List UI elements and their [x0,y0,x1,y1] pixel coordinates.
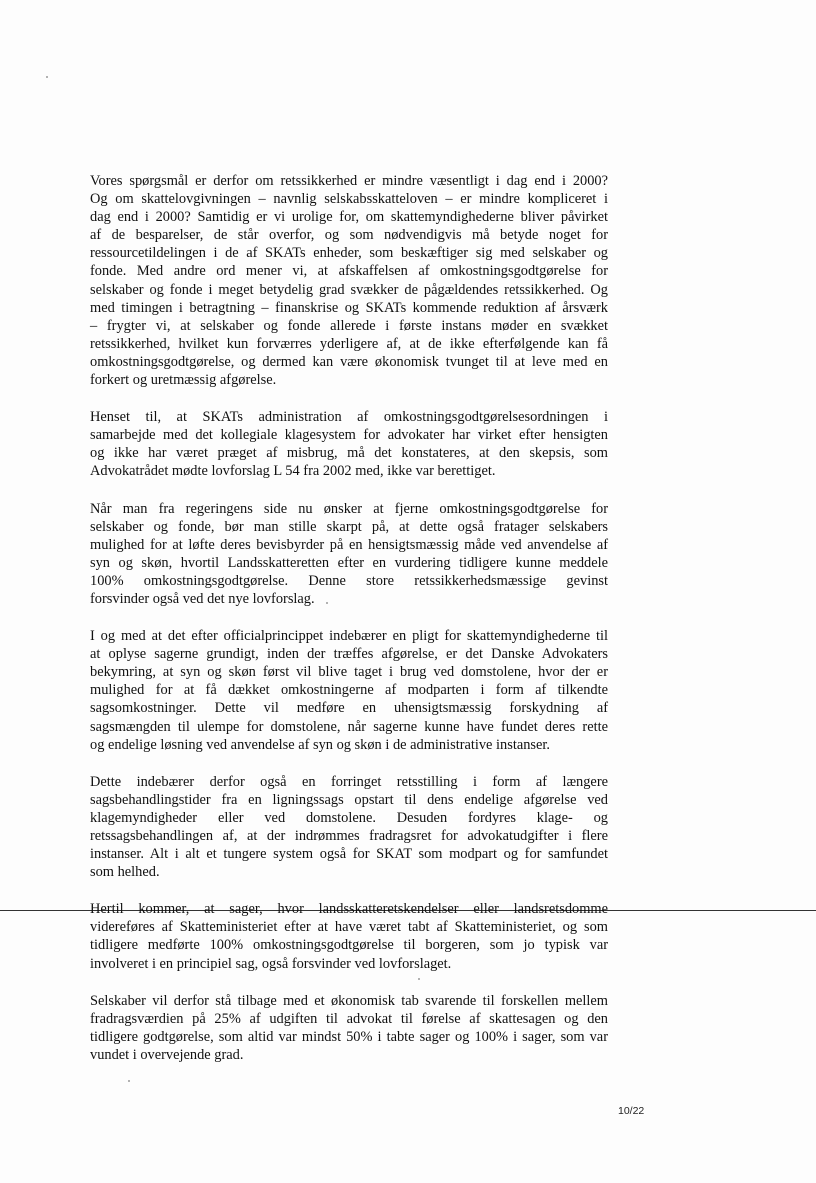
text-line: som helhed. [90,864,160,881]
text-line: I og med at det efter officialprincippet indebærer en pligt for skattemyndighederne til [90,628,608,645]
scan-speck [46,76,48,78]
text-line: fradragsværdien på 25% af udgiften til advokat til førelse af skattesagen og den [90,1010,608,1027]
text-line: Vores spørgsmål er derfor om retssikkerhed er mindre væsentligt i dag end i 2000? [90,173,608,189]
text-line: sagsomkostninger. Dette vil medføre en uhensigtsmæssig forskydning af [90,700,608,717]
text-line: bekymring, at syn og skøn først vil blive taget i brug ved domstolene, hvor der er [90,664,608,681]
text-line: forkert og uretmæssig afgørelse. [90,372,277,389]
text-line: fonde. Med andre ord mener vi, at afskaffelsen af omkostningsgodtgørelse for [90,263,608,280]
text-line: omkostningsgodtgørelse, og dermed kan være økonomisk tvunget til at leve med en [90,353,608,370]
paragraph-4 [90,627,608,754]
text-line: retssagsbehandlingen af, at der indrømmes fradragsret for advokatudgifter i flere [90,828,608,844]
text-line: 100% omkostningsgodtgørelse. Denne store retssikkerhedsmæssige gevinst [90,572,608,589]
text-line: Når man fra regeringens side nu ønsker at fjerne omkostningsgodtgørelse for [90,500,608,517]
text-line: sagsbehandlingstider fra en ligningssags opstart til dens endelige afgørelse ved [90,791,608,808]
paragraph-6 [90,900,608,972]
text-line: selskaber og fonde, bør man stille skarpt på, at dette også fratager selskabers [90,518,608,535]
text-line: retssikkerhed, hvilket kun forværres yderligere af, at de ikke efterfølgende kan få [90,335,608,352]
text-line: at oplyse sagerne grundigt, inden der træffes afgørelse, er det Danske Advokaters [90,646,608,663]
text-line: mulighed for at få dækket omkostningerne af modparten i form af tilkendte [90,682,608,699]
paragraph-5 [90,773,608,882]
text-line: – frygter vi, at selskaber og fonde allerede i første instans møder en svækket [90,317,608,334]
text-line: instanser. Alt i alt et tungere system også for SKAT som modpart og for samfundet [90,846,608,863]
text-line: klagemyndigheder eller ved domstolene. Desuden fordyres klage- og [90,809,608,826]
document-body [90,172,608,1083]
text-line: forsvinder også ved det nye lovforslag. [90,590,315,607]
paragraph-7 [90,992,608,1064]
text-line: vundet i overvejende grad. [90,1046,244,1063]
text-line: Dette indebærer derfor også en forringet retsstilling i form af længere [90,773,608,790]
page-number: 10/22 [618,1105,645,1117]
text-line: tidligere medførte 100% omkostningsgodtgørelse til borgeren, som jo typisk var [90,937,608,954]
text-line: ressourcetildelingen i de af SKATs enheder, som beskæftiger sig med selskaber og [90,245,608,262]
text-line: videreføres af Skatteministeriet efter at have været tabt af Skatteministeriet, og som [90,919,608,936]
text-line: af de besparelser, de står overfor, og som nødvendigvis må betyde noget for [90,227,608,244]
text-line: tidligere godtgørelse, som altid var mindst 50% i tabte sager og 100% i sager, som var [90,1028,608,1045]
text-line: Og om skattelovgivningen – navnlig selskabsskatteloven – er mindre kompliceret i [90,191,608,208]
paragraph-3 [90,500,608,609]
text-line: Hertil kommer, at sager, hvor landsskatteretskendelser eller landsretsdomme [90,901,608,918]
text-line: Selskaber vil derfor stå tilbage med et økonomisk tab svarende til forskellen mellem [90,992,608,1009]
text-line: Henset til, at SKATs administration af omkostningsgodtgørelsesordningen i [90,409,608,426]
text-line: samarbejde med det kollegiale klagesystem for advokater har virket efter hensigten [90,427,608,444]
text-line: og endelige løsning ved anvendelse af syn og skøn i de administrative instanser. [90,736,551,753]
text-line: med timingen i betragtning – finanskrise og SKATs kommende reduktion af årsværk [90,299,608,316]
text-line: involveret i en principiel sag, også forsvinder ved lovforslaget. [90,955,452,972]
text-line: syn og skøn, hvortil Landsskatteretten efter en vurdering tidligere kunne meddele [90,554,608,571]
paragraph-2 [90,408,608,480]
paragraph-1 [90,172,608,389]
text-line: dag end i 2000? Samtidig er vi urolige for, om skattemyndighederne bliver påvirket [90,209,608,226]
text-line: og ikke har været præget af misbrug, må det konstateres, at den skepsis, som [90,445,608,462]
text-line: selskaber og fonde i meget betydelig grad svækker de pågældendes retssikkerhed. Og [90,281,608,298]
text-line: Advokatrådet mødte lovforslag L 54 fra 2002 med, ikke var berettiget. [90,463,496,480]
text-line: sagsmængden til ulempe for domstolene, når sagerne kunne have fundet deres rette [90,718,608,735]
text-line: mulighed for at løfte deres bevisbyrder på en hensigtsmæssig måde ved anvendelse af [90,536,608,553]
